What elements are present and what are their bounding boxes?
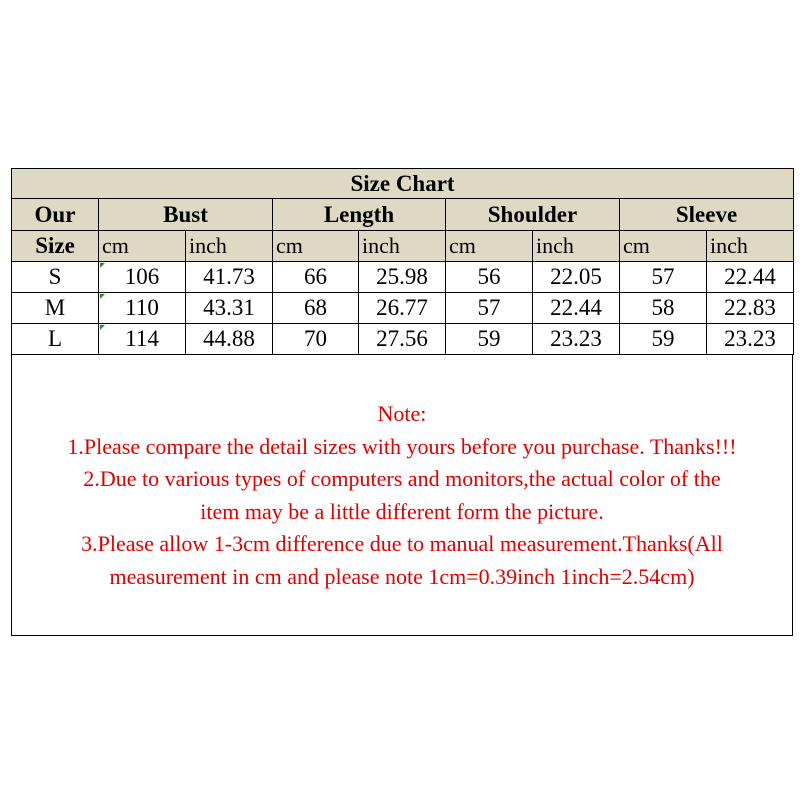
table-cell: 27.56	[359, 324, 446, 355]
table-cell: 59	[446, 324, 533, 355]
group-header-shoulder: Shoulder	[446, 199, 620, 231]
note-line: item may be a little different form the picture.	[200, 498, 604, 524]
table-cell: 70	[273, 324, 359, 355]
table-cell: 22.05	[533, 262, 620, 293]
size-header-bottom: Size	[12, 231, 99, 262]
size-header-top: Our	[12, 199, 99, 231]
table-cell: 22.44	[533, 293, 620, 324]
unit-header-cm: cm	[99, 231, 186, 262]
table-cell: 26.77	[359, 293, 446, 324]
table-cell: 22.44	[707, 262, 794, 293]
note-heading: Note:	[377, 401, 427, 426]
note-line: 2.Due to various types of computers and monitors,the actual color of the	[83, 466, 721, 491]
table-cell: 41.73	[186, 262, 273, 293]
notes-block	[11, 398, 793, 593]
unit-header-cm: cm	[446, 231, 533, 262]
unit-header-inch: inch	[707, 231, 794, 262]
table-cell: 43.31	[186, 293, 273, 324]
unit-header-inch: inch	[359, 231, 446, 262]
table-cell: 106	[99, 262, 186, 293]
table-cell: 58	[620, 293, 707, 324]
group-header-bust: Bust	[99, 199, 273, 231]
size-cell: M	[12, 293, 99, 324]
table-row	[12, 324, 794, 355]
table-cell: 44.88	[186, 324, 273, 355]
unit-header-cm: cm	[620, 231, 707, 262]
group-header-sleeve: Sleeve	[620, 199, 794, 231]
note-line: 1.Please compare the detail sizes with yours before you purchase. Thanks!!!	[67, 433, 737, 459]
table-cell: 23.23	[707, 324, 794, 355]
table-cell: 59	[620, 324, 707, 355]
table-title: Size Chart	[12, 169, 794, 199]
group-header-length: Length	[273, 199, 446, 231]
table-cell: 110	[99, 293, 186, 324]
table-row	[12, 293, 794, 324]
table-cell: 25.98	[359, 262, 446, 293]
table-cell: 114	[99, 324, 186, 355]
unit-header-inch: inch	[186, 231, 273, 262]
size-cell: L	[12, 324, 99, 355]
table-cell: 66	[273, 262, 359, 293]
table-row	[12, 262, 794, 293]
unit-header-inch: inch	[533, 231, 620, 262]
unit-header-cm: cm	[273, 231, 359, 262]
table-cell: 23.23	[533, 324, 620, 355]
table-cell: 68	[273, 293, 359, 324]
table-cell: 56	[446, 262, 533, 293]
size-cell: S	[12, 262, 99, 293]
table-cell: 57	[620, 262, 707, 293]
note-line: 3.Please allow 1-3cm difference due to manual measurement.Thanks(All	[81, 531, 723, 556]
table-cell: 57	[446, 293, 533, 324]
note-line: measurement in cm and please note 1cm=0.39inch 1inch=2.54cm)	[109, 563, 695, 589]
size-chart-table	[11, 168, 794, 355]
table-cell: 22.83	[707, 293, 794, 324]
